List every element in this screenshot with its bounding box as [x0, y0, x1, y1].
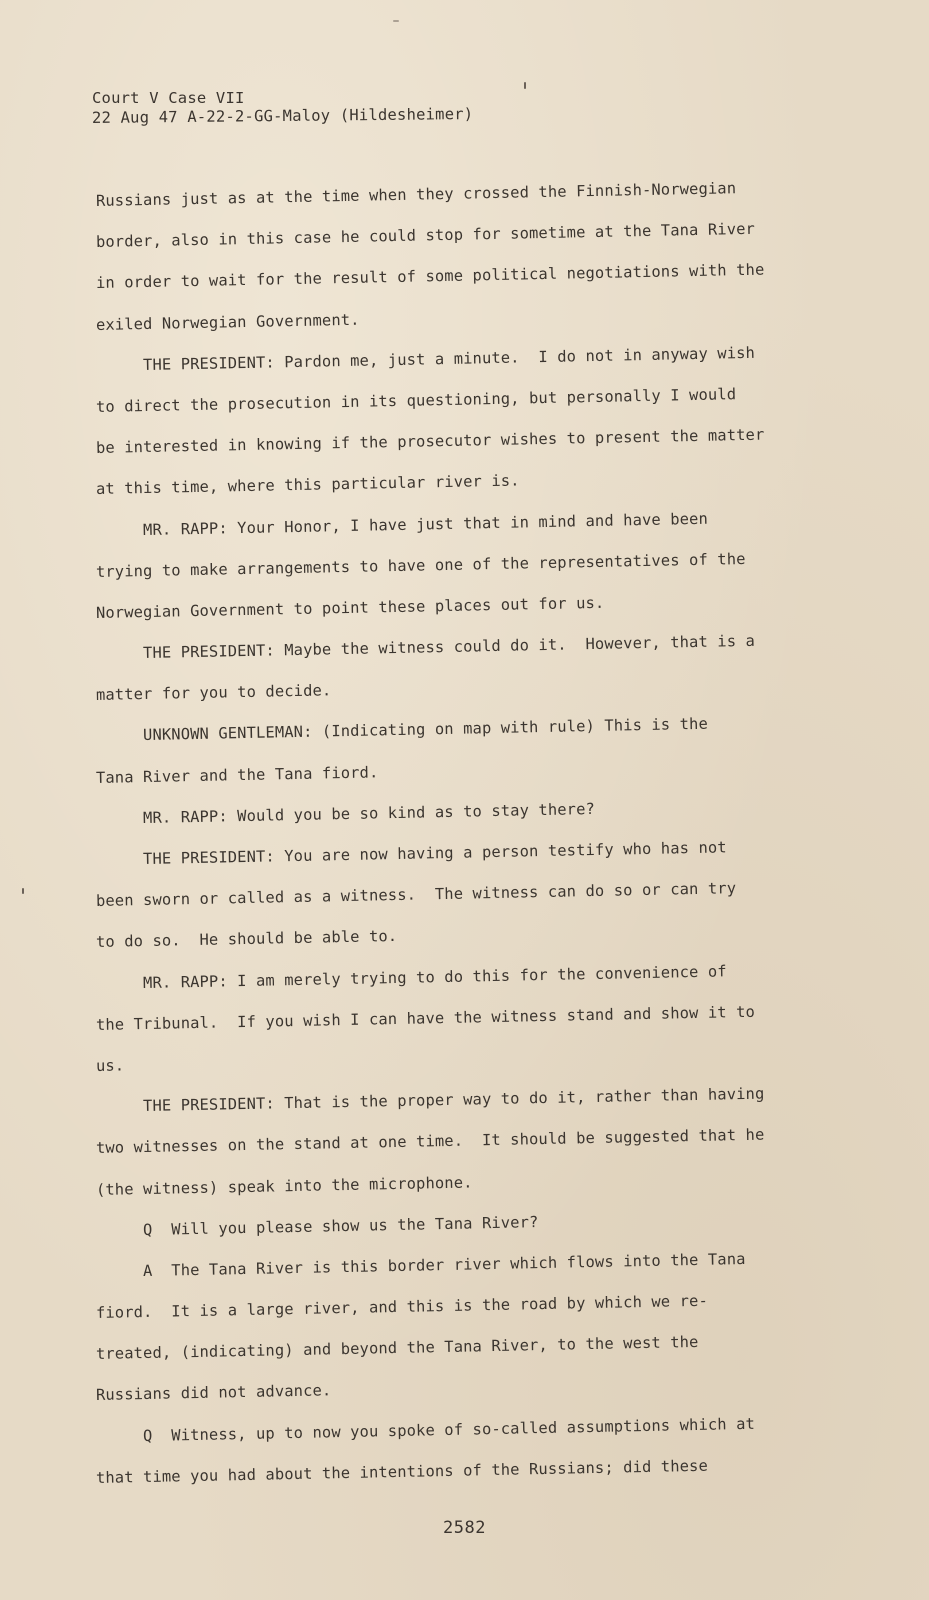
transcript-line: UNKNOWN GENTLEMAN: (Indicating on map with rule) This is the [95, 715, 709, 746]
transcript-line: treated, (indicating) and beyond the Tana River, to the west the [95, 1333, 699, 1364]
header-date-reference: 22 Aug 47 A-22-2-GG-Maloy (Hildesheimer) [91, 105, 474, 127]
header-court-case: Court V Case VII [92, 89, 245, 107]
paper-speck [393, 20, 399, 22]
transcript-line: Russians just as at the time when they crossed the Finnish-Norwegian [95, 179, 737, 210]
transcript-line: MR. RAPP: I am merely trying to do this for the convenience of [95, 961, 727, 993]
transcript-line: A The Tana River is this border river which flows into the Tana [95, 1249, 746, 1281]
transcript-line: THE PRESIDENT: Maybe the witness could do it. However, that is a [95, 631, 756, 664]
transcript-line: THE PRESIDENT: Pardon me, just a minute. I do not in anyway wish [95, 343, 756, 375]
transcript-line: be interested in knowing if the prosecutor wishes to present the matter [95, 425, 765, 458]
transcript-line: two witnesses on the stand at one time. It should be suggested that he [95, 1125, 765, 1158]
transcript-line: Q Witness, up to now you spoke of so-called assumptions which at [95, 1414, 756, 1446]
transcript-line: (the witness) speak into the microphone. [95, 1172, 473, 1199]
transcript-line: border, also in this case he could stop for sometime at the Tana River [95, 219, 756, 252]
transcript-line: THE PRESIDENT: You are now having a person testify who has not [95, 838, 727, 869]
transcript-line: trying to make arrangements to have one of the representatives of the [95, 549, 746, 581]
page-number: 2582 [443, 1518, 486, 1538]
transcript-line: the Tribunal. If you wish I can have the witness stand and show it to [95, 1002, 756, 1034]
transcript-line: Q Will you please show us the Tana River? [95, 1212, 539, 1240]
document-header [92, 88, 473, 128]
transcript-line: at this time, where this particular river is. [95, 471, 520, 499]
transcript-line: exiled Norwegian Government. [95, 310, 360, 334]
paper-speck [524, 82, 526, 89]
paper-speck [22, 888, 24, 894]
transcript-line: Tana River and the Tana fiord. [95, 762, 379, 787]
transcript-line: MR. RAPP: Would you be so kind as to stay there? [95, 799, 596, 828]
transcript-line: matter for you to decide. [95, 681, 332, 705]
transcript-line: us. [95, 1056, 125, 1075]
transcript-line: MR. RAPP: Your Honor, I have just that in mind and have been [95, 509, 709, 540]
transcript-body [96, 181, 836, 1499]
transcript-line: fiord. It is a large river, and this is the road by which we re- [95, 1291, 709, 1323]
transcript-line: that time you had about the intentions of the Russians; did these [95, 1456, 709, 1487]
transcript-line: in order to wait for the result of some political negotiations with the [95, 260, 765, 293]
transcript-line: to do so. He should be able to. [95, 927, 398, 952]
transcript-line: to direct the prosecution in its questioning, but personally I would [95, 385, 737, 416]
transcript-line: Russians did not advance. [95, 1381, 332, 1405]
transcript-line: THE PRESIDENT: That is the proper way to do it, rather than having [95, 1084, 765, 1117]
transcript-line: been sworn or called as a witness. The witness can do so or can try [95, 879, 737, 911]
transcript-line: Norwegian Government to point these places out for us. [95, 593, 605, 622]
